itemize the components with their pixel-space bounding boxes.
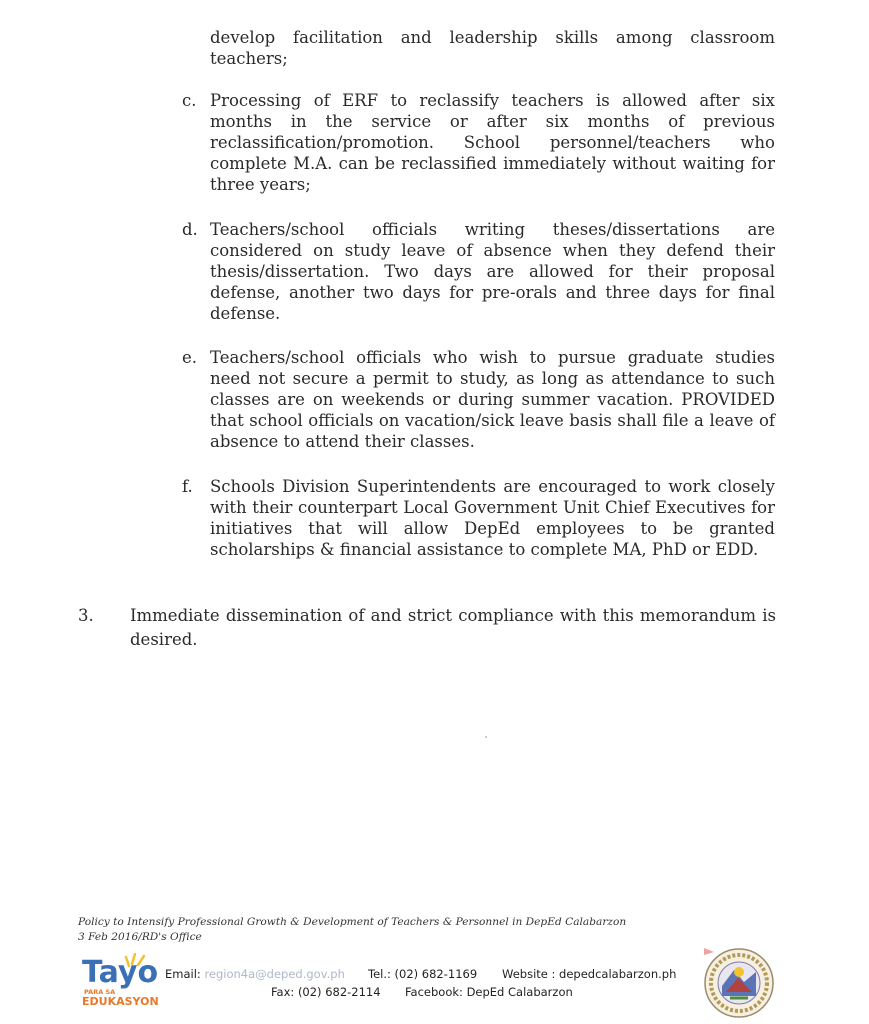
list-item-d	[182, 219, 775, 324]
contact-fax: Fax: (02) 682-2114	[271, 985, 381, 999]
item-letter: c.	[182, 91, 197, 110]
list-item-c	[182, 90, 775, 195]
item-letter: f.	[182, 477, 193, 496]
item-text: Processing of ERF to reclassify teachers is allowed after six months in the service or after six months of previous reclassification/promotion. School personnel/teachers who complete M.A. can be reclassified immediately without waiting for three years;	[210, 91, 775, 194]
paragraph-3	[78, 604, 776, 652]
continuation-text: develop facilitation and leadership skills among classroom teachers;	[210, 28, 775, 68]
logo-sub-1: PARA SA	[84, 988, 116, 996]
list-item-e	[182, 347, 775, 452]
contact-tel: Tel.: (02) 682-1169	[368, 967, 478, 981]
item-letter: e.	[182, 348, 198, 367]
list-item-f	[182, 476, 775, 560]
scan-speck	[485, 736, 487, 738]
item-text: Teachers/school officials writing theses/dissertations are considered on study leave of absence when they defend their thesis/dissertation. Two days are allowed for their proposal defense, another two days for pre-orals and three days for final defense.	[210, 220, 775, 323]
footer-note	[78, 915, 728, 945]
email-value[interactable]: region4a@deped.gov.ph	[204, 967, 345, 981]
item-text: Teachers/school officials who wish to pursue graduate studies need not secure a permit to study, as long as attendance to such classes are on weekends or during summer vacation. PROVIDED that school officials on vacation/sick leave basis shall file a leave of absence to attend their classes.	[210, 348, 775, 451]
contact-website[interactable]: Website : depedcalabarzon.ph	[502, 967, 677, 981]
contact-email	[165, 967, 345, 981]
logo-sub-2: EDUKASYON	[82, 995, 159, 1008]
paragraph-text: Immediate dissemination of and strict compliance with this memorandum is desired.	[130, 606, 776, 649]
tayo-logo	[80, 950, 170, 1010]
email-label: Email:	[165, 967, 201, 981]
deped-seal-icon	[700, 942, 778, 1020]
footer-note-title: Policy to Intensify Professional Growth & Development of Teachers & Personnel in DepEd Calabarzon	[78, 916, 627, 928]
item-text: Schools Division Superintendents are encouraged to work closely with their counterpart Local Government Unit Chief Executives for initiatives that will allow DepEd employees to be granted scholarships & financial assistance to complete MA, PhD or EDD.	[210, 477, 775, 559]
paragraph-number: 3.	[78, 606, 94, 625]
footer-note-date: 3 Feb 2016/RD's Office	[78, 931, 202, 943]
contact-facebook[interactable]: Facebook: DepEd Calabarzon	[405, 985, 573, 999]
item-letter: d.	[182, 220, 198, 239]
logo-wordmark: Tayo	[82, 955, 159, 990]
